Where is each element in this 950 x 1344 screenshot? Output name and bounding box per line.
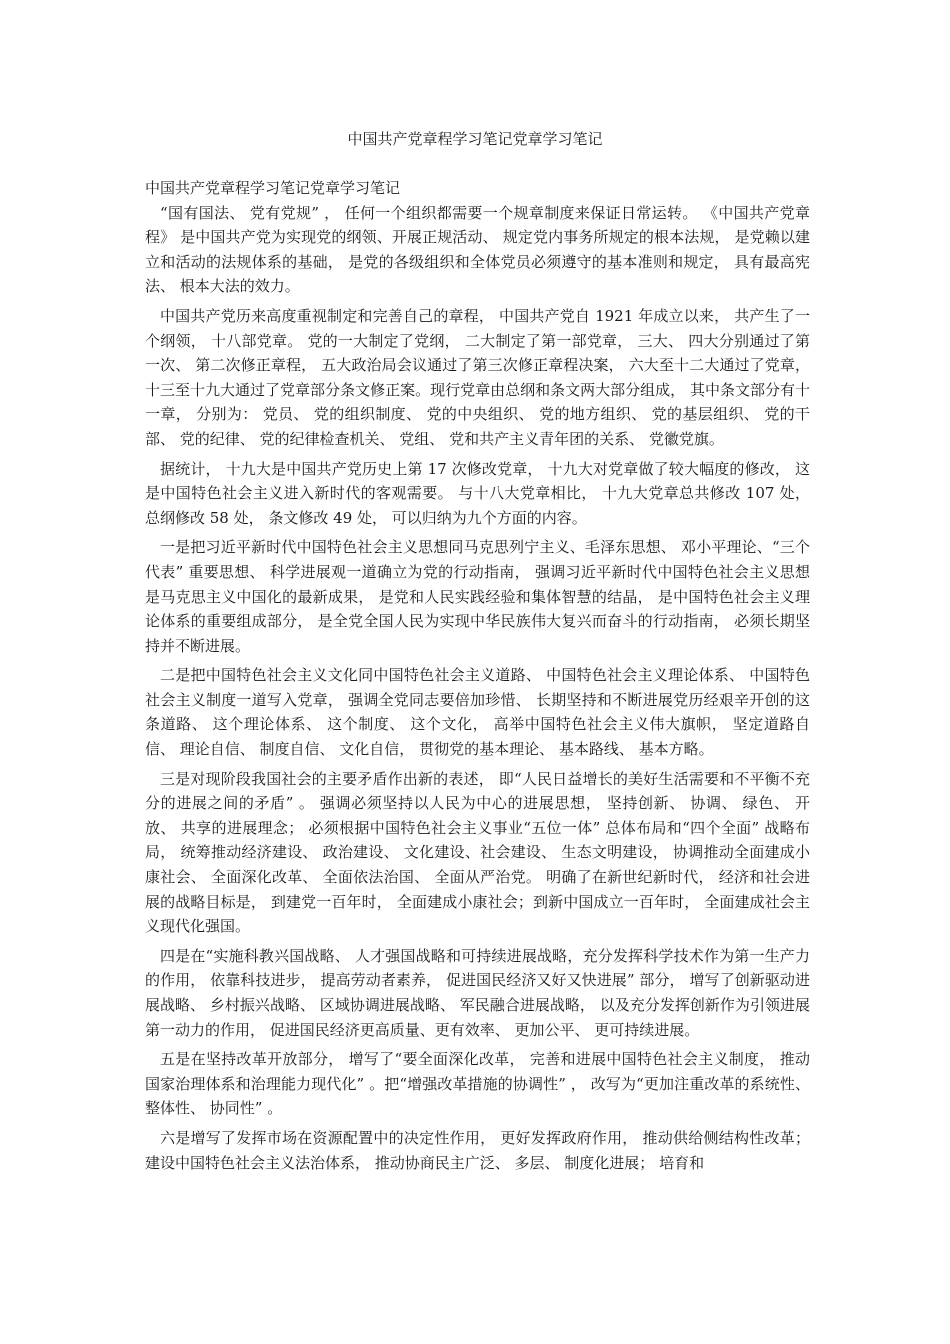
paragraph-9: 六是增写了发挥市场在资源配置中的决定性作用， 更好发挥政府作用， 推动供给侧结构性改革； 建设中国特色社会主义法治体系， 推动协商民主广泛、 多层、 制度化进展； 培育和 xyxy=(145,1128,810,1172)
document-body xyxy=(145,176,810,1180)
paragraph-1: “国有国法、 党有党规” ， 任何一个组织都需要一个规章制度来保证日常运转。 《中国共产党章程》 是中国共产党为实现党的纲领、开展正规活动、 规定党内事务所规定的根本法规， 是党赖以建立和活动的法规体系的基础， 是党的各级组织和全体党员必须遵守的基本准则和规定， 具有最高宪法、 根本大法的效力。 xyxy=(145,203,810,296)
document-title: 中国共产党章程学习笔记党章学习笔记 xyxy=(347,130,603,148)
paragraph-4: 一是把习近平新时代中国特色社会主义思想同马克思列宁主义、毛泽东思想、 邓小平理论、“三个代表” 重要思想、 科学进展观一道确立为党的行动指南， 强调习近平新时代中国特色社会主义思想是马克思主义中国化的最新成果， 是党和人民实践经验和集体智慧的结晶， 是中国特色社会主义理论体系的重要组成部分， 是全党全国人民为实现中华民族伟大复兴而奋斗的行动指南， 必须长期坚持并不断进展。 xyxy=(145,538,810,655)
paragraph-8: 五是在坚持改革开放部分， 增写了“要全面深化改革， 完善和进展中国特色社会主义制度， 推动国家治理体系和治理能力现代化” 。把“增强改革措施的协调性” ， 改写为“更加注重改革的系统性、 整体性、 协同性” 。 xyxy=(145,1050,810,1118)
paragraph-3: 据统计， 十九大是中国共产党历史上第 17 次修改党章， 十九大对党章做了较大幅度的修改， 这是中国特色社会主义进入新时代的客观需要。 与十八大党章相比， 十九大党章总共修改 107 处， 总纲修改 58 处， 条文修改 49 处， 可以归纳为九个方面的内容。 xyxy=(145,459,810,527)
document-subtitle: 中国共产党章程学习笔记党章学习笔记 xyxy=(145,179,401,197)
paragraph-5: 二是把中国特色社会主义文化同中国特色社会主义道路、 中国特色社会主义理论体系、 中国特色社会主义制度一道写入党章， 强调全党同志要倍加珍惜、 长期坚持和不断进展党历经艰辛开创的这条道路、 这个理论体系、 这个制度、 这个文化， 高举中国特色社会主义伟大旗帜， 坚定道路自信、 理论自信、 制度自信、 文化自信， 贯彻党的基本理论、 基本路线、 基本方略。 xyxy=(145,666,810,759)
paragraph-2: 中国共产党历来高度重视制定和完善自己的章程， 中国共产党自 1921 年成立以来， 共产生了一个纲领， 十八部党章。 党的一大制定了党纲， 二大制定了第一部党章， 三大、 四大分别通过了第一次、 第二次修正章程， 五大政治局会议通过了第三次修正章程决案， 六大至十二大通过了党章， 十三至十九大通过了党章部分条文修正案。现行党章由总纲和条文两大部分组成， 其中条文部分有十一章， 分别为： 党员、 党的组织制度、 党的中央组织、 党的地方组织、 党的基层组织、 党的干部、 党的纪律、 党的纪律检查机关、 党组、 党和共产主义青年团的关系、 党徽党旗。 xyxy=(145,306,810,448)
paragraph-7: 四是在“实施科教兴国战略、 人才强国战略和可持续进展战略，充分发挥科学技术作为第一生产力的作用， 依靠科技进步， 提高劳动者素养， 促进国民经济又好又快进展” 部分， 增写了创新驱动进展战略、 乡村振兴战略、 区域协调进展战略、 军民融合进展战略， 以及充分发挥创新作为引领进展第一动力的作用， 促进国民经济更高质量、更有效率、 更加公平、 更可持续进展。 xyxy=(145,946,810,1039)
paragraph-6: 三是对现阶段我国社会的主要矛盾作出新的表述， 即“人民日益增长的美好生活需要和不平衡不充分的进展之间的矛盾” 。 强调必须坚持以人民为中心的进展思想， 坚持创新、 协调、 绿色、 开放、 共享的进展理念； 必须根据中国特色社会主义事业“五位一体” 总体布局和“四个全面” 战略布局， 统筹推动经济建设、 政治建设、 文化建设、社会建设、 生态文明建设， 协调推动全面建成小康社会、 全面深化改革、 全面依法治国、 全面从严治党。 明确了在新世纪新时代， 经济和社会进展的战略目标是， 到建党一百年时， 全面建成小康社会；到新中国成立一百年时， 全面建成社会主义现代化强国。 xyxy=(145,769,810,936)
